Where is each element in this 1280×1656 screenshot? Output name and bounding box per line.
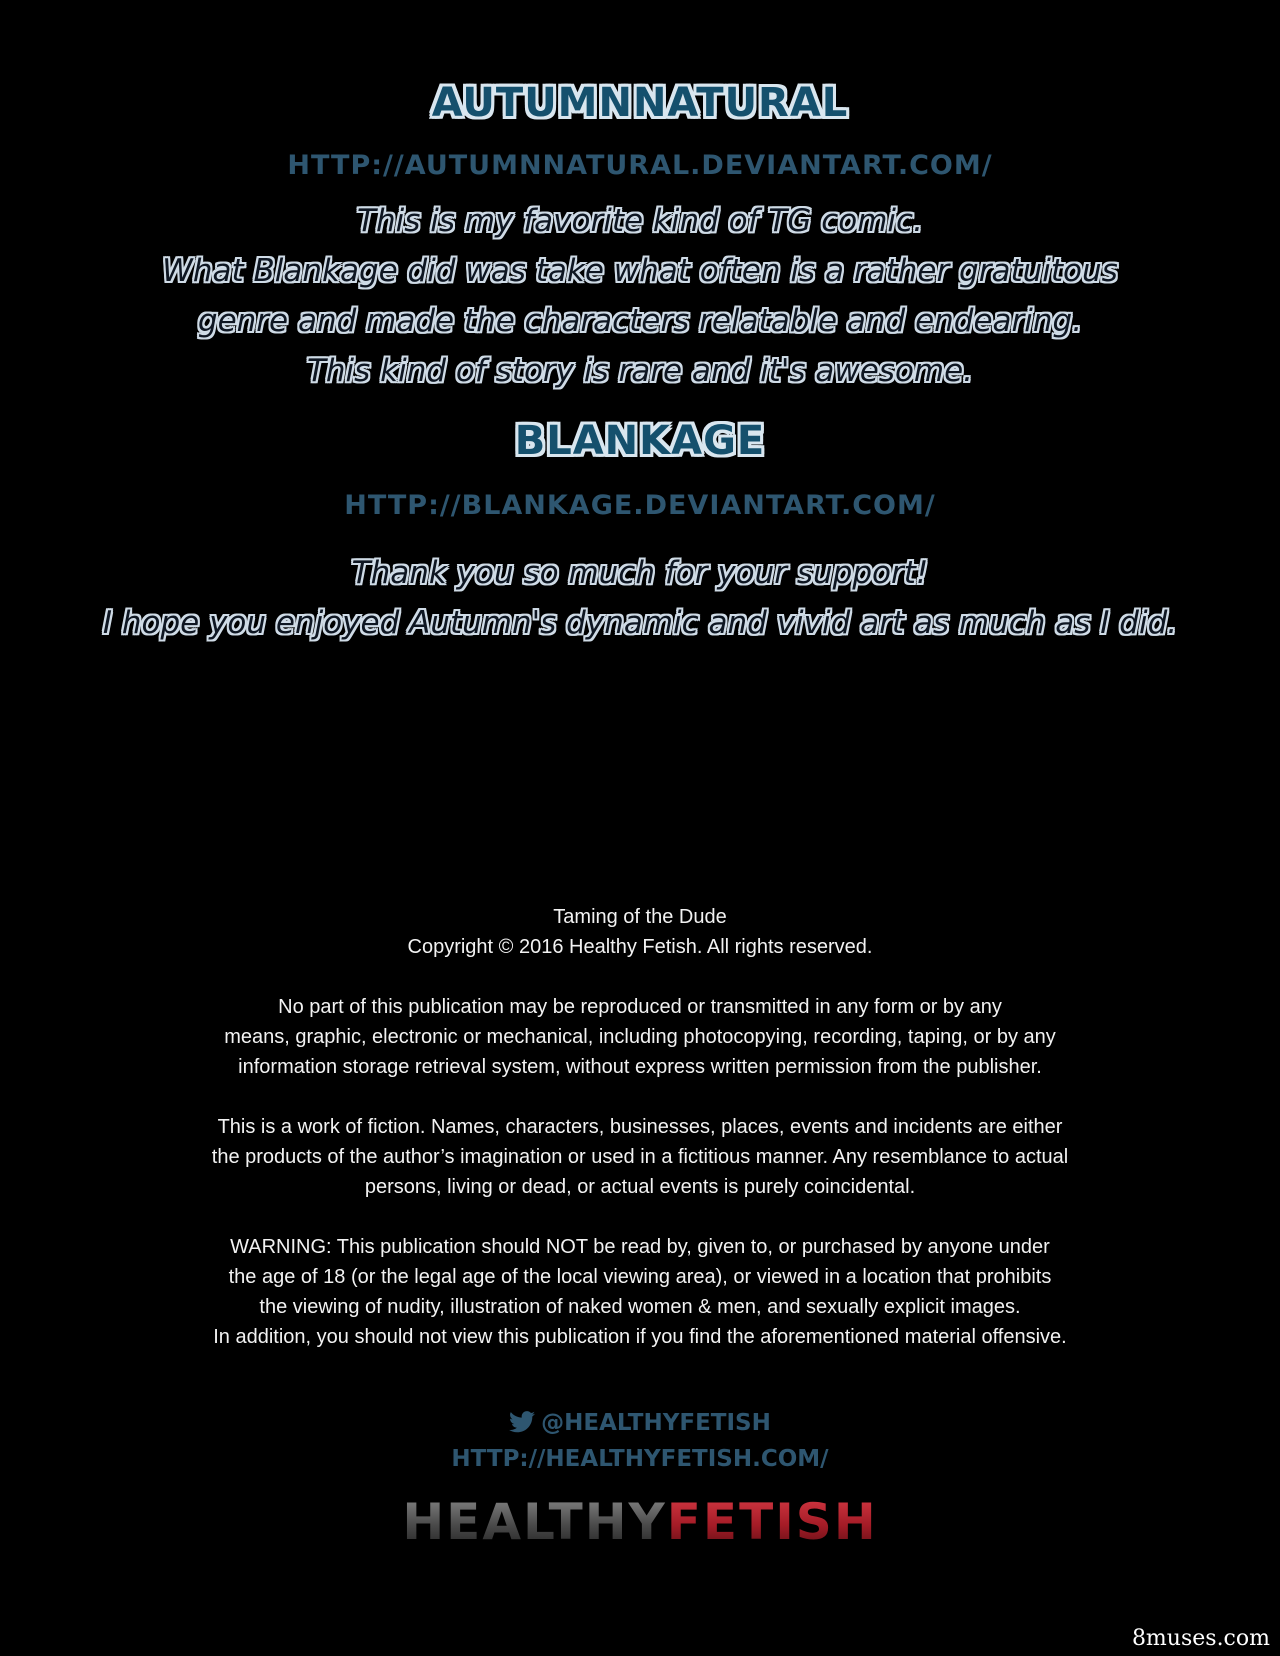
artist-name: AUTUMNNATURAL [431, 80, 849, 126]
fiction-line: the products of the author’s imagination or used in a fictitious manner. Any resemblance to actual [211, 1146, 1069, 1168]
artist-message [0, 196, 1280, 396]
writer-message [0, 548, 1280, 648]
artist-url[interactable]: HTTP://AUTUMNNATURAL.DEVIANTART.COM/ [287, 150, 993, 181]
writer-message-line: Thank you so much for your support! [351, 555, 929, 591]
twitter-handle: @HEALTHYFETISH [541, 1410, 771, 1436]
twitter-link[interactable] [0, 1410, 1280, 1436]
fiction-line: persons, living or dead, or actual events is purely coincidental. [364, 1176, 916, 1198]
reproduction-line: No part of this publication may be reproduced or transmitted in any form or by any [278, 996, 1002, 1018]
writer-name: BLANKAGE [514, 418, 766, 464]
legal-notice [0, 902, 1280, 1352]
twitter-bird-icon [509, 1411, 535, 1433]
logo-fetish: FETISH [666, 1493, 878, 1551]
writer-message-line: I hope you enjoyed Autumn's dynamic and vivid art as much as I did. [102, 605, 1178, 641]
book-title: Taming of the Dude [553, 906, 727, 928]
artist-message-line: This is my favorite kind of TG comic. [357, 203, 923, 239]
site-url[interactable]: HTTP://HEALTHYFETISH.COM/ [451, 1446, 829, 1472]
artist-message-line: This kind of story is rare and it's awesome. [306, 353, 974, 389]
writer-url[interactable]: HTTP://BLANKAGE.DEVIANTART.COM/ [344, 490, 936, 521]
reproduction-line: means, graphic, electronic or mechanical, including photocopying, recording, taping, or by any [224, 1026, 1056, 1048]
artist-message-line: genre and made the characters relatable and endearing. [197, 303, 1083, 339]
copyright-line: Copyright © 2016 Healthy Fetish. All rights reserved. [407, 936, 873, 958]
warning-line: WARNING: This publication should NOT be read by, given to, or purchased by anyone under [230, 1236, 1050, 1258]
reproduction-line: information storage retrieval system, without express written permission from the publisher. [238, 1056, 1042, 1078]
publisher-logo [0, 1492, 1280, 1552]
warning-line: In addition, you should not view this publication if you find the aforementioned material offensive. [213, 1326, 1067, 1348]
site-watermark: 8muses.com [1131, 1626, 1270, 1651]
logo-healthy: HEALTHY [402, 1493, 667, 1551]
warning-line: the viewing of nudity, illustration of naked women & men, and sexually explicit images. [259, 1296, 1021, 1318]
artist-message-line: What Blankage did was take what often is a rather gratuitous [162, 253, 1118, 289]
fiction-line: This is a work of fiction. Names, characters, businesses, places, events and incidents are either [217, 1116, 1063, 1138]
warning-line: the age of 18 (or the legal age of the local viewing area), or viewed in a location that prohibits [228, 1266, 1052, 1288]
